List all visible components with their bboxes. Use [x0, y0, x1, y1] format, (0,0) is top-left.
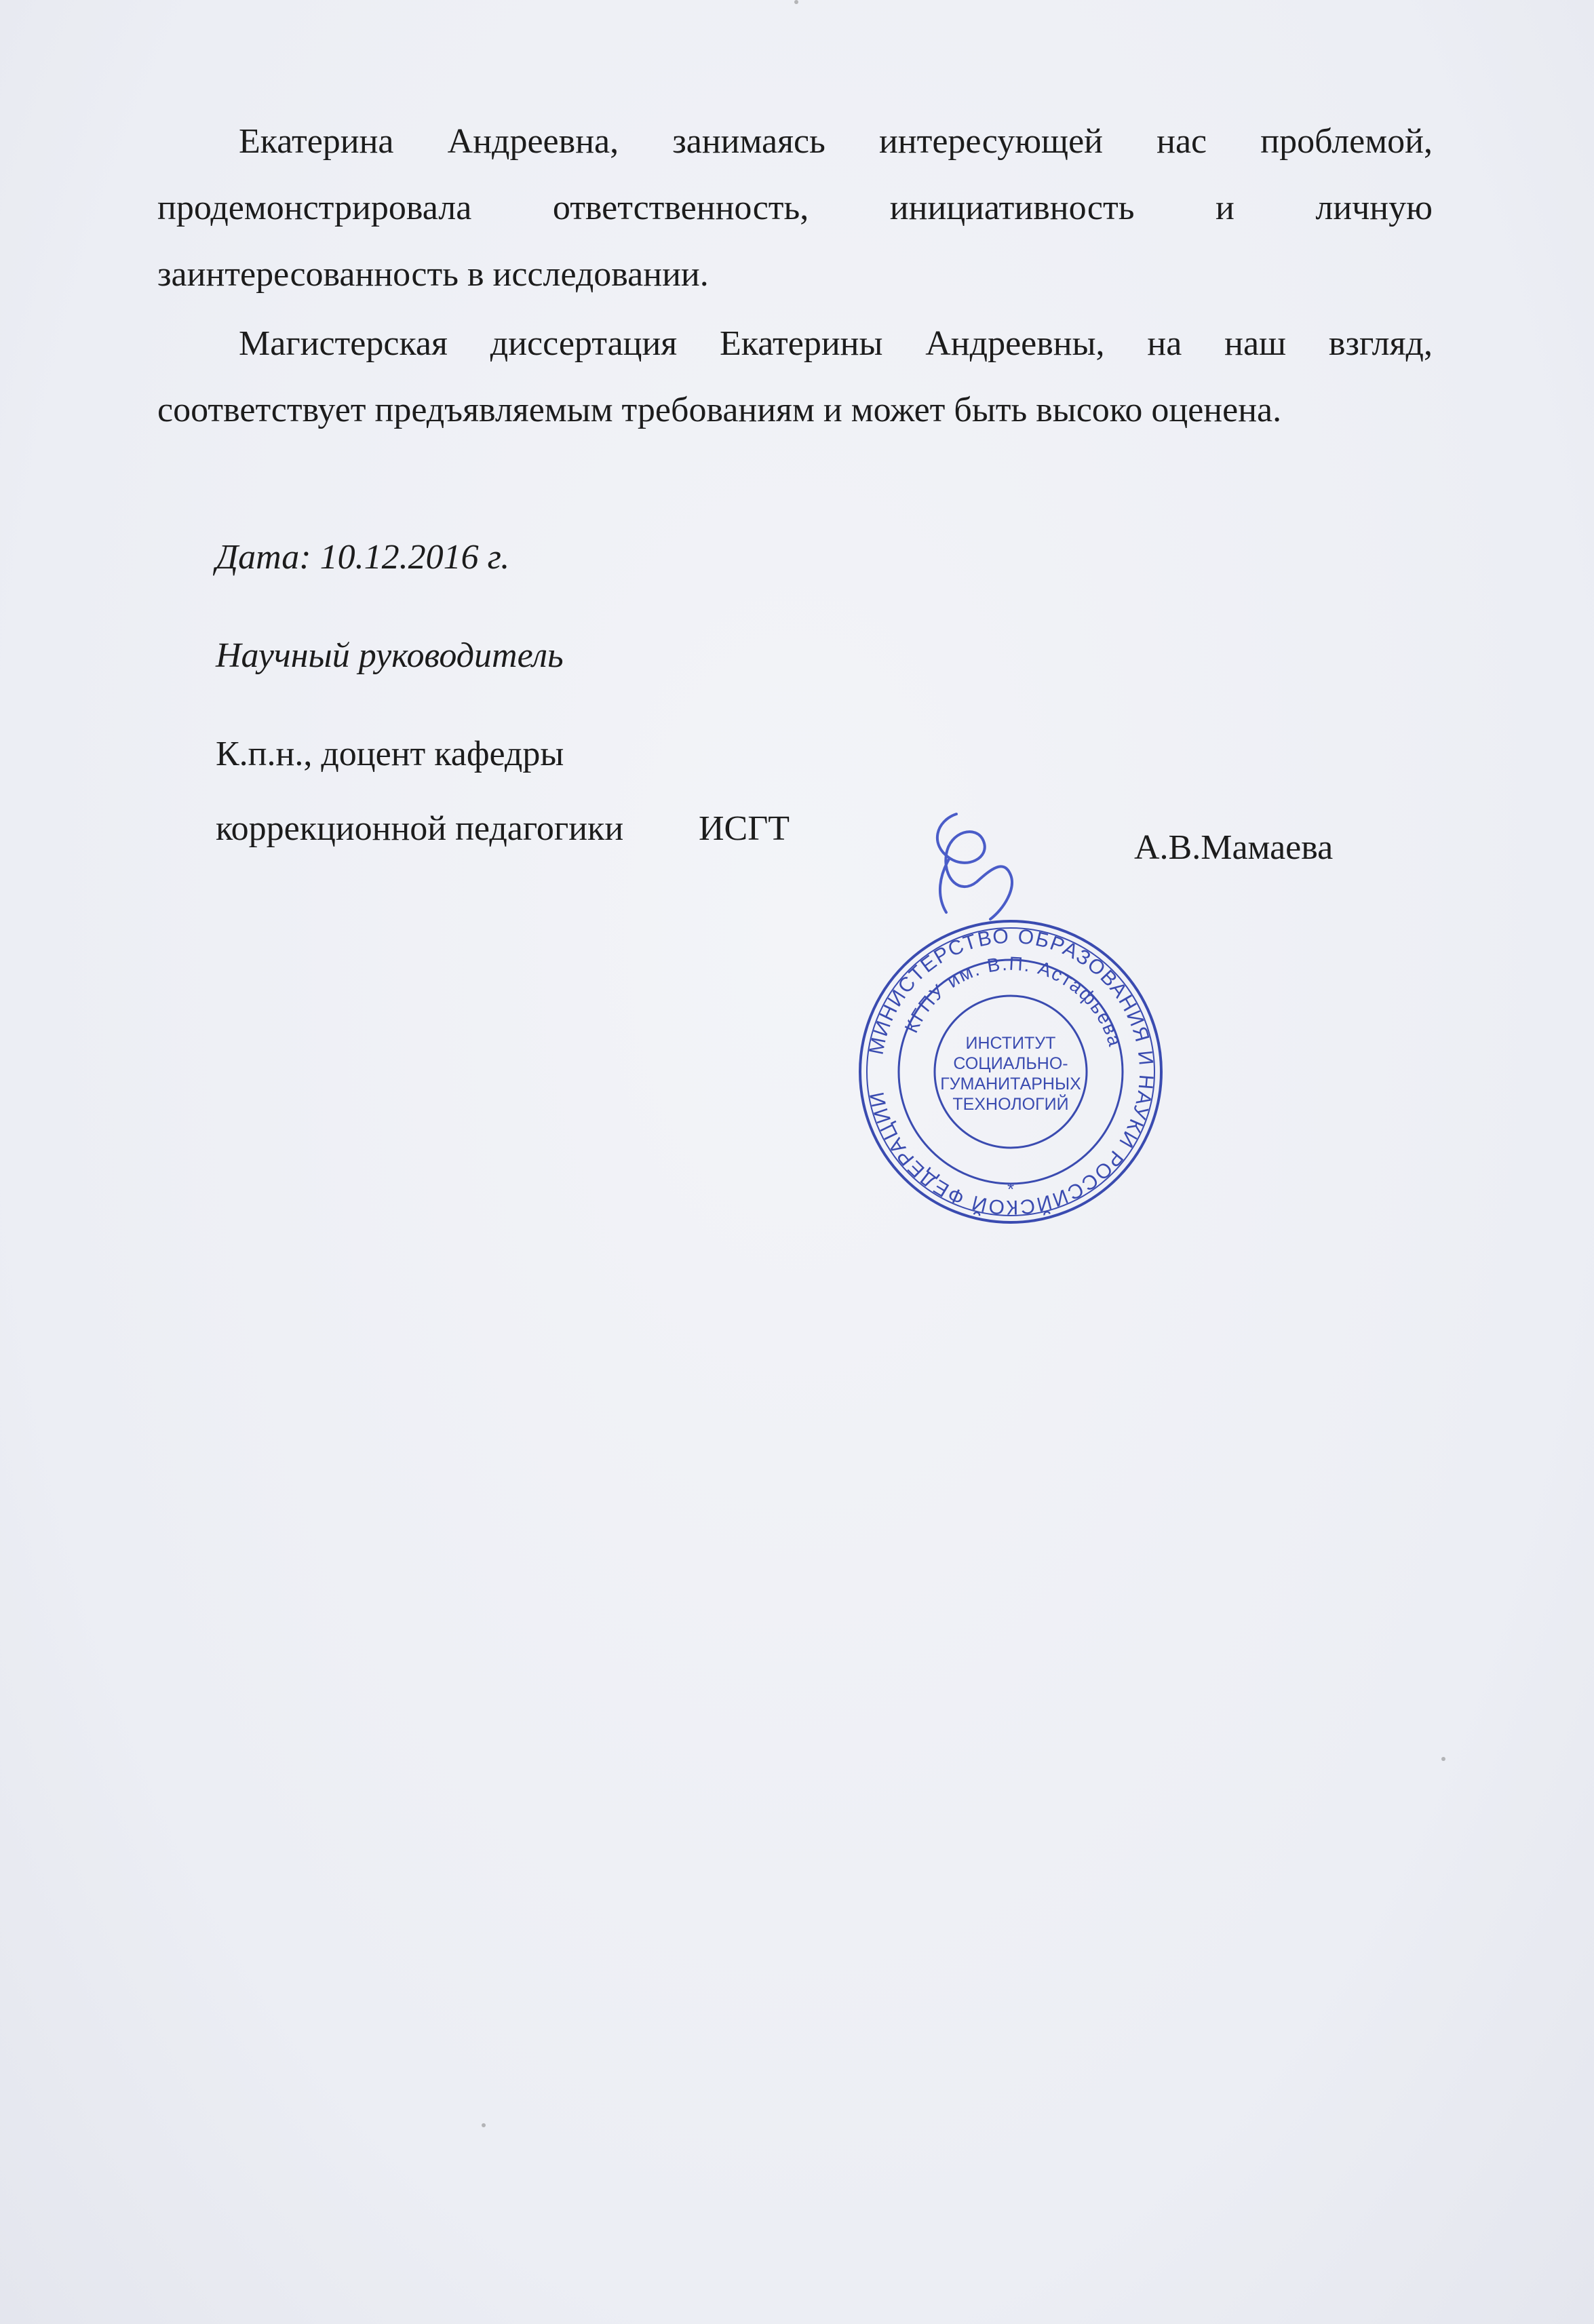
paper-speck — [1441, 1757, 1445, 1761]
svg-text:ГУМАНИТАРНЫХ: ГУМАНИТАРНЫХ — [940, 1074, 1081, 1093]
date-line: Дата: 10.12.2016 г. — [216, 538, 510, 577]
paper-speck — [482, 2123, 486, 2127]
signer-name: А.В.Мамаева — [1134, 828, 1334, 867]
department-abbreviation: ИСГТ — [699, 809, 790, 848]
paragraph-assessment: Екатерина Андреевна, занимаясь интересующей нас проблемой, продемонстрировала ответственность, инициативность и личную заинтересованность в исследовании. — [157, 122, 1433, 294]
svg-text:ТЕХНОЛОГИЙ: ТЕХНОЛОГИЙ — [952, 1095, 1069, 1114]
svg-text:*: * — [1007, 1179, 1015, 1199]
svg-text:МИНИСТЕРСТВО ОБРАЗОВАНИЯ И НАУ: МИНИСТЕРСТВО ОБРАЗОВАНИЯ И НАУКИ РОССИЙСКОЙ ФЕДЕРАЦИИ — [865, 925, 1158, 1219]
supervisor-title: Научный руководитель — [216, 636, 564, 675]
degree-line: К.п.н., доцент кафедры — [216, 735, 564, 773]
paragraph-conclusion: Магистерская диссертация Екатерины Андреевны, на наш взгляд, соответствует предъявляемым требованиям и может быть высоко оценена. — [157, 324, 1433, 429]
handwritten-signature — [909, 794, 1045, 929]
svg-text:ИНСТИТУТ: ИНСТИТУТ — [965, 1034, 1056, 1053]
svg-text:СОЦИАЛЬНО-: СОЦИАЛЬНО- — [953, 1054, 1068, 1073]
institution-seal — [855, 916, 1167, 1228]
department-line: коррекционной педагогики — [216, 809, 624, 848]
svg-text:КГПУ им. В.П. Астафьева: КГПУ им. В.П. Астафьева — [900, 952, 1127, 1050]
paper-speck — [794, 0, 798, 4]
